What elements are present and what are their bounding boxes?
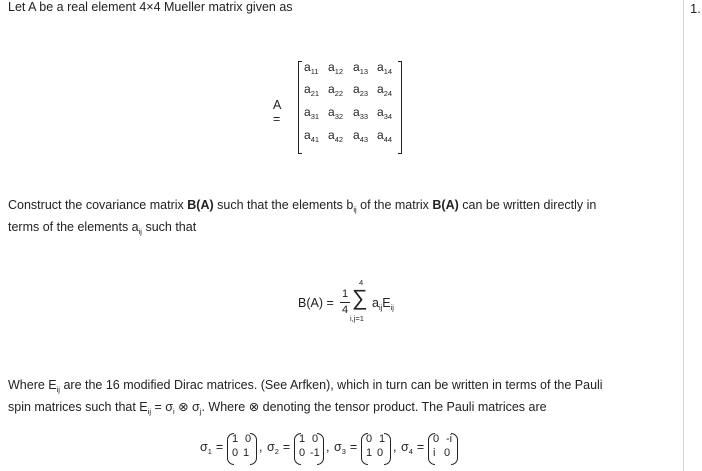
- pauli-matrix: [428, 432, 458, 464]
- sigma-symbol: σ: [267, 440, 275, 454]
- pauli-label: [200, 440, 223, 456]
- matrix-cell-index: 33: [359, 112, 369, 121]
- matrix-cell-base: a: [377, 82, 384, 96]
- matrix-right-bracket: [398, 61, 402, 154]
- term-a-sub: ij: [378, 303, 383, 312]
- sigma-index: 2: [274, 447, 279, 456]
- where-text-2: are the 16 modified Dirac matrices. (See Arfken), which in turn can be written in terms of the Pauli: [59, 378, 603, 392]
- matrix-cell: [328, 82, 343, 98]
- matrix-cell-base: a: [304, 60, 311, 74]
- pauli-entry: 0: [232, 447, 239, 459]
- comma-separator: ,: [326, 440, 330, 454]
- matrix-cell-base: a: [304, 105, 311, 119]
- sigma-symbol: σ: [200, 440, 208, 454]
- matrix-cell-index: 12: [334, 67, 344, 76]
- term-a: a: [372, 296, 379, 310]
- matrix-cell: [377, 60, 392, 76]
- formula-denominator: 4: [342, 304, 349, 316]
- matrix-cell-index: 14: [383, 67, 393, 76]
- matrix-cell-base: a: [304, 82, 311, 96]
- matrix-cell-base: a: [353, 60, 360, 74]
- pauli-entry: 1: [232, 433, 239, 445]
- equals-sign: =: [349, 440, 358, 454]
- matrix-cell-index: 13: [359, 67, 369, 76]
- where-sub-3: i: [172, 407, 175, 416]
- construct-sub-1: ij: [353, 205, 357, 214]
- matrix-left-bracket: [298, 61, 302, 154]
- matrix-cell-index: 44: [383, 135, 393, 144]
- matrix-cell: [353, 105, 368, 121]
- pauli-entry: 1: [366, 447, 373, 459]
- where-text-6: . Where ⊗ denoting the tensor product. The Pauli matrices are: [201, 400, 547, 414]
- equals-sign: =: [282, 440, 291, 454]
- matrix-lhs: A =: [273, 98, 281, 126]
- pauli-entry: 1: [299, 433, 306, 445]
- matrix-cell-index: 41: [310, 135, 320, 144]
- sigma-index: 1: [207, 447, 212, 456]
- construct-text-2: such that the elements b: [213, 198, 354, 212]
- pauli-label: [267, 440, 290, 456]
- where-sub-1: ij: [56, 385, 60, 394]
- matrix-cell-base: a: [353, 82, 360, 96]
- matrix-cell: [328, 128, 343, 144]
- construct-text-5: terms of the elements a: [8, 220, 139, 234]
- intro-sentence: Let A be a real element 4×4 Mueller matrix given as: [8, 0, 293, 14]
- intro-text: [8, 0, 293, 18]
- matrix-cell: [377, 128, 392, 144]
- pauli-matrix: [227, 432, 257, 464]
- pauli-entry: 0: [444, 447, 451, 459]
- matrix-cell-base: a: [377, 128, 384, 142]
- matrix-cell: [328, 105, 343, 121]
- formula-lhs: B(A) =: [298, 296, 334, 310]
- where-sub-4: j: [199, 407, 202, 416]
- matrix-cell-index: 34: [383, 112, 393, 121]
- matrix-cell-index: 31: [310, 112, 320, 121]
- pauli-entry: 0: [433, 433, 440, 445]
- sum-lower-limit: i,j=1: [350, 314, 364, 323]
- pauli-label: [401, 440, 424, 456]
- matrix-cell: [353, 60, 368, 76]
- matrix-cell-base: a: [328, 82, 335, 96]
- pauli-matrix: [294, 432, 324, 464]
- matrix-cell: [377, 82, 392, 98]
- side-number: 1.: [690, 1, 701, 16]
- matrix-cell: [304, 128, 319, 144]
- comma-separator: ,: [393, 440, 397, 454]
- pauli-entry: 1: [243, 447, 250, 459]
- matrix-cell-base: a: [328, 128, 335, 142]
- matrix-cell: [377, 105, 392, 121]
- summation-symbol: ∑: [352, 285, 368, 310]
- matrix-cell-index: 22: [334, 89, 344, 98]
- pauli-entry: 1: [379, 433, 386, 445]
- pauli-entry: 0: [245, 433, 252, 445]
- matrix-cell-base: a: [353, 105, 360, 119]
- formula-numerator: 1: [342, 288, 349, 300]
- matrix-cell: [304, 60, 318, 76]
- pauli-entry: i: [433, 447, 436, 459]
- equals-sign: =: [215, 440, 224, 454]
- where-text-3: spin matrices such that E: [8, 400, 148, 414]
- matrix-cell-base: a: [328, 60, 335, 74]
- matrix-cell-index: 23: [359, 89, 369, 98]
- matrix-cell-index: 43: [359, 135, 369, 144]
- matrix-cell-index: 21: [310, 89, 320, 98]
- sigma-index: 4: [408, 447, 413, 456]
- pauli-entry: 0: [377, 447, 384, 459]
- where-line-2: [8, 396, 547, 423]
- construct-line-2: [8, 216, 196, 243]
- construct-text-1: Construct the covariance matrix: [8, 198, 188, 212]
- where-text-4: = σ: [151, 400, 173, 414]
- matrix-cell-base: a: [377, 105, 384, 119]
- matrix-cell-index: 24: [383, 89, 393, 98]
- fraction-bar: [340, 302, 350, 303]
- construct-sub-2: ij: [138, 227, 142, 236]
- construct-text-6: such that: [141, 220, 197, 234]
- matrix-cell: [353, 82, 368, 98]
- matrix-cell: [353, 128, 368, 144]
- pauli-label: [334, 440, 357, 456]
- construct-text-4: can be written directly in: [458, 198, 597, 212]
- pauli-entry: 0: [299, 447, 306, 459]
- matrix-cell: [304, 105, 319, 121]
- construct-ba-1: B(A): [187, 198, 214, 212]
- construct-text-3: of the matrix: [356, 198, 433, 212]
- matrix-cell-base: a: [328, 105, 335, 119]
- pauli-entry: -i: [446, 433, 453, 445]
- pauli-entry: 0: [312, 433, 319, 445]
- where-sub-2: ij: [147, 407, 151, 416]
- matrix-cell-base: a: [353, 128, 360, 142]
- comma-separator: ,: [259, 440, 263, 454]
- sum-term: [372, 296, 394, 312]
- sum-upper-limit: 4: [359, 278, 364, 287]
- matrix-a: [298, 60, 402, 153]
- matrix-cell-index: 32: [334, 112, 344, 121]
- term-e-sub: ij: [390, 303, 394, 312]
- sigma-symbol: σ: [334, 440, 342, 454]
- matrix-cell-index: 11: [310, 67, 319, 76]
- where-text-1: Where E: [8, 378, 57, 392]
- equals-sign: =: [416, 440, 425, 454]
- pauli-entry: -1: [310, 447, 320, 459]
- where-text-5: ⊗ σ: [174, 400, 200, 414]
- matrix-cell: [304, 82, 319, 98]
- pauli-matrix: [361, 432, 391, 464]
- sigma-index: 3: [341, 447, 346, 456]
- matrix-cell-base: a: [304, 128, 311, 142]
- matrix-cell-index: 42: [334, 135, 344, 144]
- sigma-symbol: σ: [401, 440, 409, 454]
- matrix-cell-base: a: [377, 60, 384, 74]
- construct-ba-2: B(A): [432, 198, 459, 212]
- pauli-matrices: [200, 431, 500, 467]
- pauli-entry: 0: [366, 433, 373, 445]
- matrix-cell: [328, 60, 343, 76]
- term-e: E: [382, 296, 391, 310]
- covariance-formula: [298, 278, 418, 334]
